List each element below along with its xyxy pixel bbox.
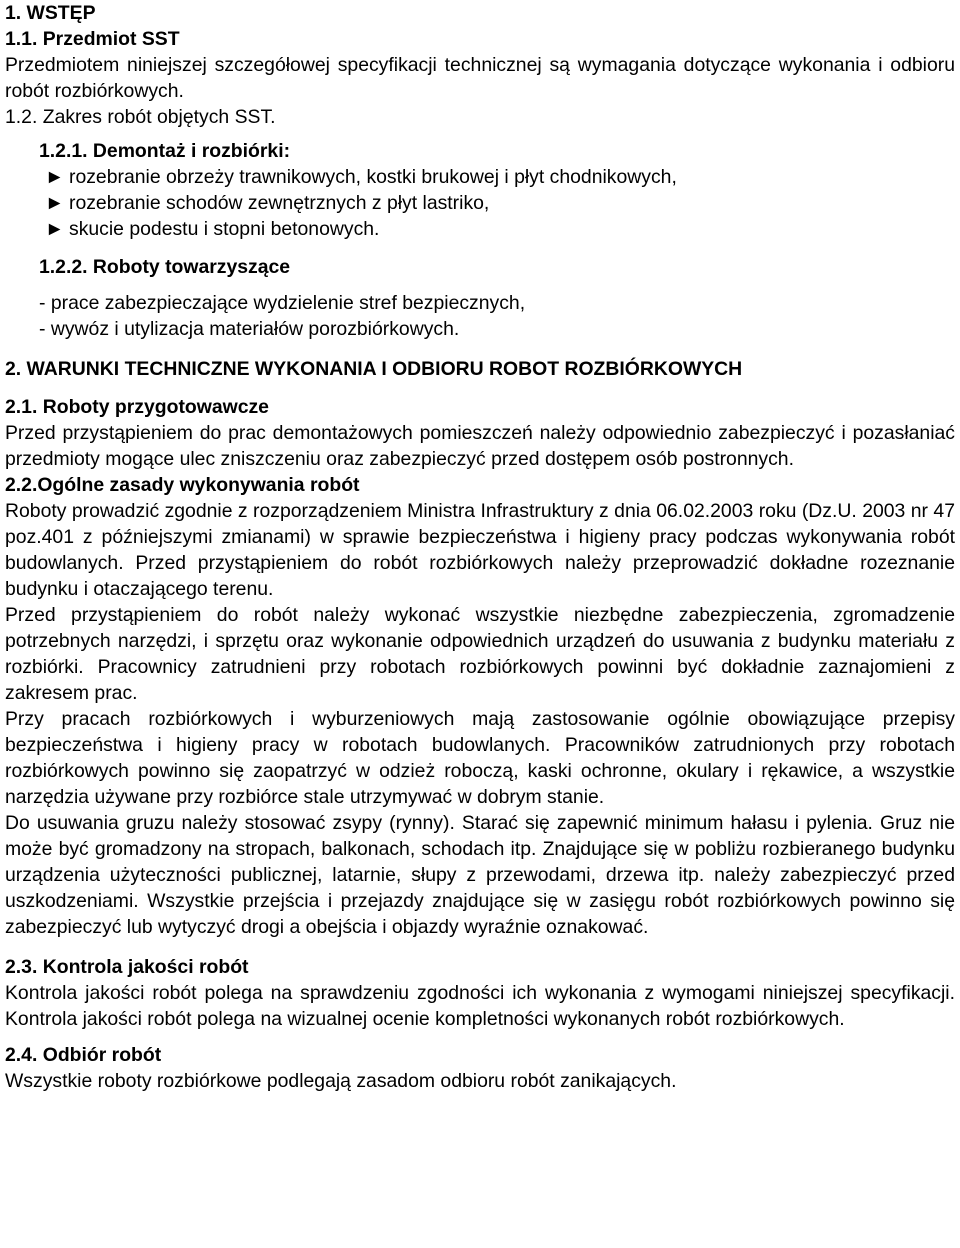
list-item: - wywóz i utylizacja materiałów porozbiórkowych.: [39, 318, 460, 340]
section-2-4-body: Wszystkie roboty rozbiórkowe podlegają zasadom odbioru robót zanikających.: [5, 1070, 677, 1092]
list-item: [5, 164, 955, 190]
section-1-1-body: Przedmiotem niniejszej szczegółowej specyfikacji technicznej są wymagania dotyczące wykonania i odbioru robót rozbiórkowych.: [5, 54, 955, 102]
section-1-1-heading: 1.1. Przedmiot SST: [5, 28, 180, 50]
section-2-1-heading: 2.1. Roboty przygotowawcze: [5, 396, 269, 418]
section-2-2-paragraph: Przy pracach rozbiórkowych i wyburzeniowych mają zastosowanie ogólnie obowiązujące przepisy bezpieczeństwa i higieny pracy w robotach budowlanych. Pracowników zatrudnionych przy robotach rozbiórkowych powinno się zaopatrzyć w odzież roboczą, kaski ochronne, okulary i rękawice, a wszystkie narzędzia używane przy rozbiórce stale utrzymywać w dobrym stanie.: [5, 708, 955, 808]
section-2-2-paragraph: Do usuwania gruzu należy stosować zsypy (rynny). Starać się zapewnić minimum hałasu i pylenia. Gruz nie może być gromadzony na stropach, balkonach, schodach itp. Znajdujące się w pobliżu rozbieranego budynku urządzenia użyteczności publicznej, latarnie, słupy z przewodami, drzewa itp. należy zabezpieczyć przed uszkodzeniami. Wszystkie przejścia i przejazdy znajdujące się w zasięgu robót rozbiórkowych powinno się zabezpieczyć lub wytyczyć drogi a obejścia i objazdy wyraźnie oznakować.: [5, 812, 955, 938]
section-2-3-body: Kontrola jakości robót polega na sprawdzeniu zgodności ich wykonania z wymogami niniejszej specyfikacji. Kontrola jakości robót polega na wizualnej ocenie kompletności wykonanych robót rozbiórkowych.: [5, 982, 955, 1030]
list-item-text: skucie podestu i stopni betonowych.: [69, 218, 380, 240]
section-1-2-heading: 1.2. Zakres robót objętych SST.: [5, 106, 276, 128]
section-2-1-body: Przed przystąpieniem do prac demontażowych pomieszczeń należy odpowiednio zabezpieczyć i pozasłaniać przedmioty mogące ulec zniszczeniu oraz zabezpieczyć przed dostępem osób postronnych.: [5, 422, 955, 470]
list-item-text: rozebranie obrzeży trawnikowych, kostki brukowej i płyt chodnikowych,: [69, 166, 677, 188]
list-item: - prace zabezpieczające wydzielenie stref bezpiecznych,: [39, 292, 526, 314]
section-1-heading: 1. WSTĘP: [5, 2, 96, 24]
triangle-bullet-icon: ►: [45, 166, 65, 188]
section-2-2-heading: 2.2.Ogólne zasady wykonywania robót: [5, 474, 360, 496]
section-2-2-paragraph: Przed przystąpieniem do robót należy wykonać wszystkie niezbędne zabezpieczenia, zgromadzenie potrzebnych narzędzi, i sprzętu oraz wykonanie odpowiednich urządzeń do usuwania z budynku materiału z rozbiórki. Pracownicy zatrudnieni przy robotach rozbiórkowych powinni być dokładnie zaznajomieni z zakresem prac.: [5, 604, 955, 704]
list-item: [5, 190, 955, 216]
section-1-2-2-heading: 1.2.2. Roboty towarzyszące: [39, 256, 291, 278]
section-1-2-1-heading: 1.2.1. Demontaż i rozbiórki:: [39, 140, 291, 162]
section-2-2-paragraph: Roboty prowadzić zgodnie z rozporządzeniem Ministra Infrastruktury z dnia 06.02.2003 roku (Dz.U. 2003 nr 47 poz.401 z późniejszymi zmianami) w sprawie bezpieczeństwa i higieny pracy podczas wykonywania robót budowlanych. Przed przystąpieniem do robót rozbiórkowych należy przeprowadzić dokładne rozeznanie budynku i otaczającego terenu.: [5, 500, 955, 600]
triangle-bullet-icon: ►: [45, 192, 65, 214]
section-2-4-heading: 2.4. Odbiór robót: [5, 1044, 162, 1066]
list-item-text: rozebranie schodów zewnętrznych z płyt lastriko,: [69, 192, 490, 214]
list-item: [5, 216, 955, 242]
section-2-heading: 2. WARUNKI TECHNICZNE WYKONANIA I ODBIORU ROBOT ROZBIÓRKOWYCH: [5, 358, 743, 380]
section-2-3-heading: 2.3. Kontrola jakości robót: [5, 956, 249, 978]
document-page: [5, 0, 955, 1094]
triangle-bullet-icon: ►: [45, 218, 65, 240]
